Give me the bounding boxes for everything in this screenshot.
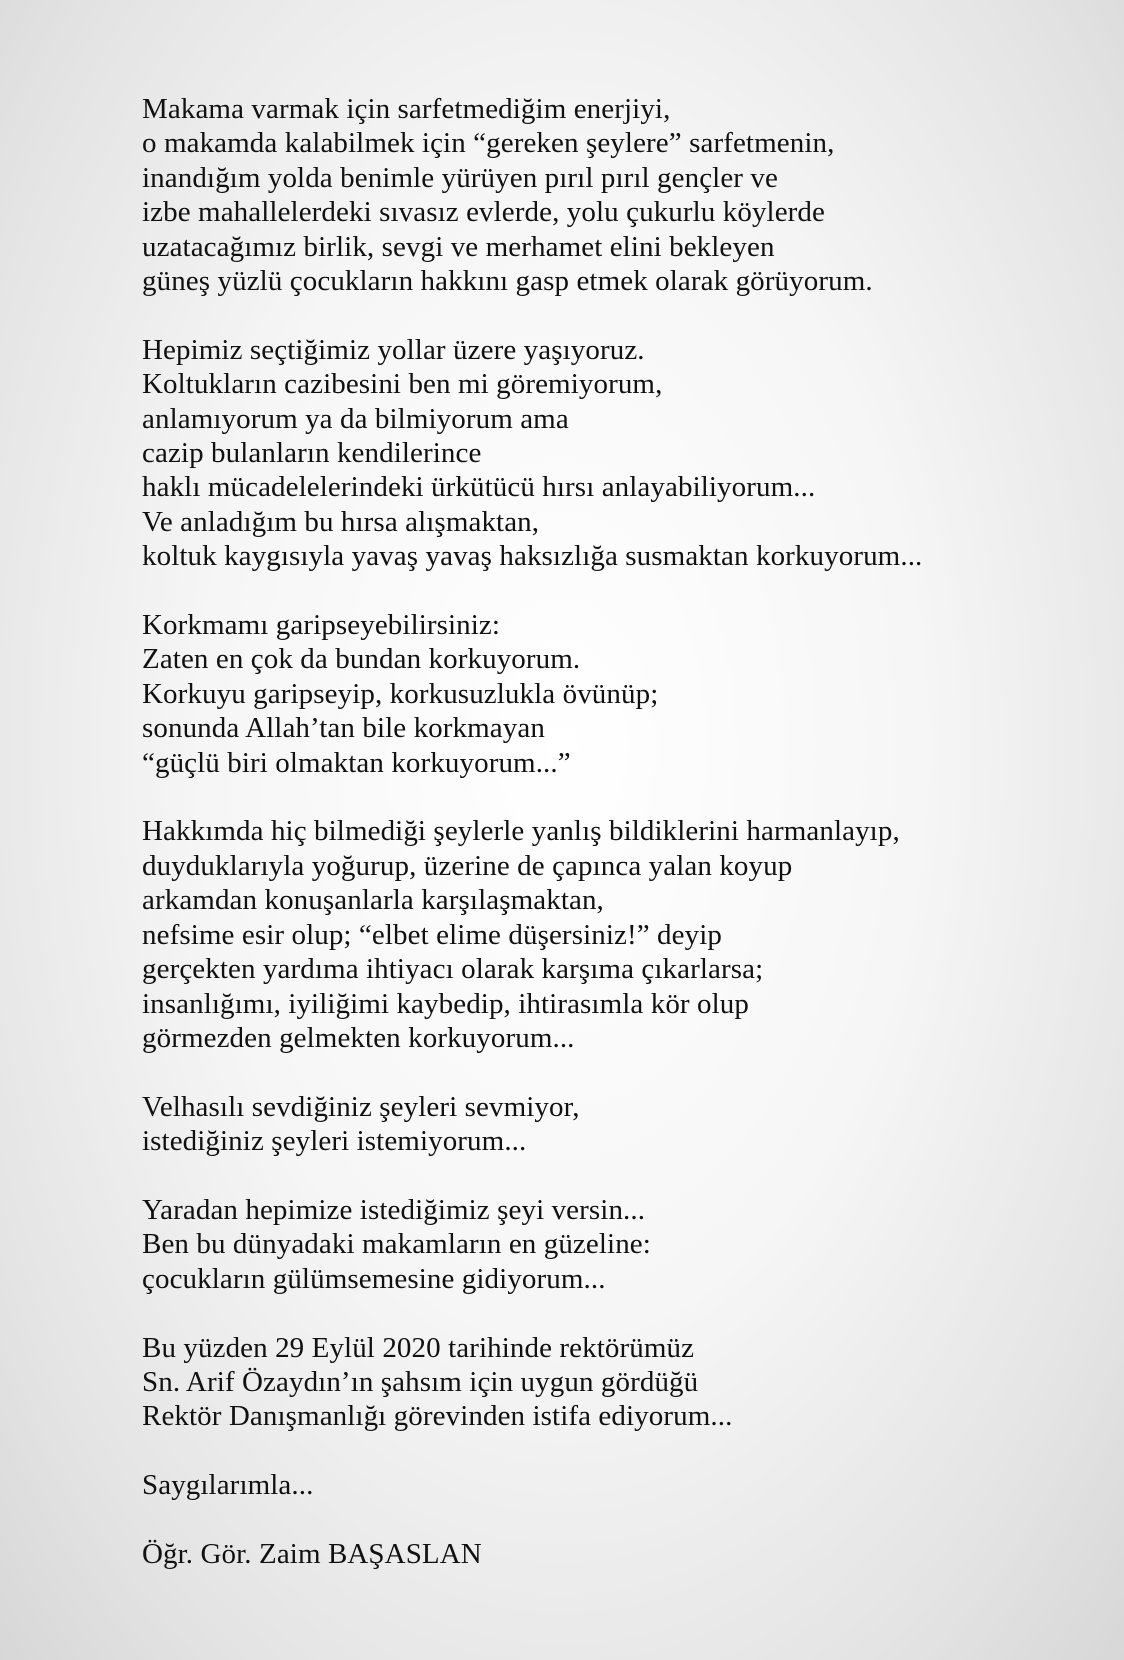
- resignation-letter: [142, 92, 1042, 1571]
- signature: [142, 1537, 1042, 1571]
- letter-line: koltuk kaygısıyla yavaş yavaş haksızlığa susmaktan korkuyorum...: [142, 540, 923, 573]
- letter-line: Velhasılı sevdiğiniz şeyleri sevmiyor,: [142, 1090, 580, 1123]
- letter-line: Sn. Arif Özaydın’ın şahsım için uygun gördüğü: [142, 1365, 699, 1398]
- letter-line: izbe mahallelerdeki sıvasız evlerde, yolu çukurlu köylerde: [142, 196, 826, 229]
- letter-line: Makama varmak için sarfetmediğim enerjiyi,: [142, 93, 671, 125]
- paragraph-opening: [142, 92, 1042, 298]
- letter-line: güneş yüzlü çocukların hakkını gasp etmek olarak görüyorum.: [142, 265, 873, 298]
- letter-line: “güçlü biri olmaktan korkuyorum...”: [142, 746, 571, 779]
- letter-line: sonunda Allah’tan bile korkmayan: [142, 712, 545, 745]
- letter-line: insanlığımı, iyiliğimi kaybedip, ihtirasımla kör olup: [142, 987, 749, 1020]
- signature-name: Öğr. Gör. Zaim BAŞASLAN: [142, 1537, 482, 1570]
- letter-line: istediğiniz şeyleri istemiyorum...: [142, 1125, 527, 1158]
- letter-line: arkamdan konuşanlarla karşılaşmaktan,: [142, 884, 604, 917]
- paragraph-resignation: [142, 1331, 1042, 1434]
- letter-line: Ben bu dünyadaki makamların en güzeline:: [142, 1228, 651, 1261]
- letter-line: Bu yüzden 29 Eylül 2020 tarihinde rektörümüz: [142, 1331, 695, 1364]
- paragraph-fear: [142, 608, 1042, 780]
- letter-line: Saygılarımla...: [142, 1469, 314, 1502]
- letter-line: haklı mücadelelerindeki ürkütücü hırsı anlayabiliyorum...: [142, 471, 816, 504]
- paragraph-conclusion: [142, 1090, 1042, 1159]
- letter-line: Korkuyu garipseyip, korkusuzlukla övünüp;: [142, 677, 659, 710]
- letter-line: Zaten en çok da bundan korkuyorum.: [142, 643, 581, 676]
- letter-line: Korkmamı garipseyebilirsiniz:: [142, 609, 501, 642]
- letter-line: o makamda kalabilmek için “gereken şeylere” sarfetmenin,: [142, 127, 835, 160]
- letter-line: görmezden gelmekten korkuyorum...: [142, 1021, 575, 1054]
- paragraph-farewell: [142, 1193, 1042, 1296]
- letter-line: Yaradan hepimize istediğimiz şeyi versin...: [142, 1193, 646, 1226]
- letter-line: Koltukların cazibesini ben mi göremiyorum,: [142, 368, 663, 401]
- paragraph-gossip: [142, 814, 1042, 1055]
- letter-line: uzatacağımız birlik, sevgi ve merhamet elini bekleyen: [142, 230, 775, 263]
- letter-line: nefsime esir olup; “elbet elime düşersiniz!” deyip: [142, 918, 722, 951]
- paragraph-paths: [142, 333, 1042, 574]
- letter-line: Hakkımda hiç bilmediği şeylerle yanlış bildiklerini harmanlayıp,: [142, 815, 900, 848]
- letter-line: Ve anladığım bu hırsa alışmaktan,: [142, 505, 540, 538]
- letter-line: anlamıyorum ya da bilmiyorum ama: [142, 402, 569, 435]
- letter-line: inandığım yolda benimle yürüyen pırıl pırıl gençler ve: [142, 161, 778, 194]
- letter-line: duyduklarıyla yoğurup, üzerine de çapınca yalan koyup: [142, 849, 793, 882]
- letter-line: Rektör Danışmanlığı görevinden istifa ediyorum...: [142, 1400, 733, 1433]
- letter-line: Hepimiz seçtiğimiz yollar üzere yaşıyoruz.: [142, 333, 645, 366]
- letter-line: gerçekten yardıma ihtiyacı olarak karşıma çıkarlarsa;: [142, 953, 764, 986]
- closing-salutation: [142, 1468, 1042, 1502]
- letter-line: çocukların gülümsemesine gidiyorum...: [142, 1262, 606, 1295]
- letter-line: cazip bulanların kendilerince: [142, 437, 482, 470]
